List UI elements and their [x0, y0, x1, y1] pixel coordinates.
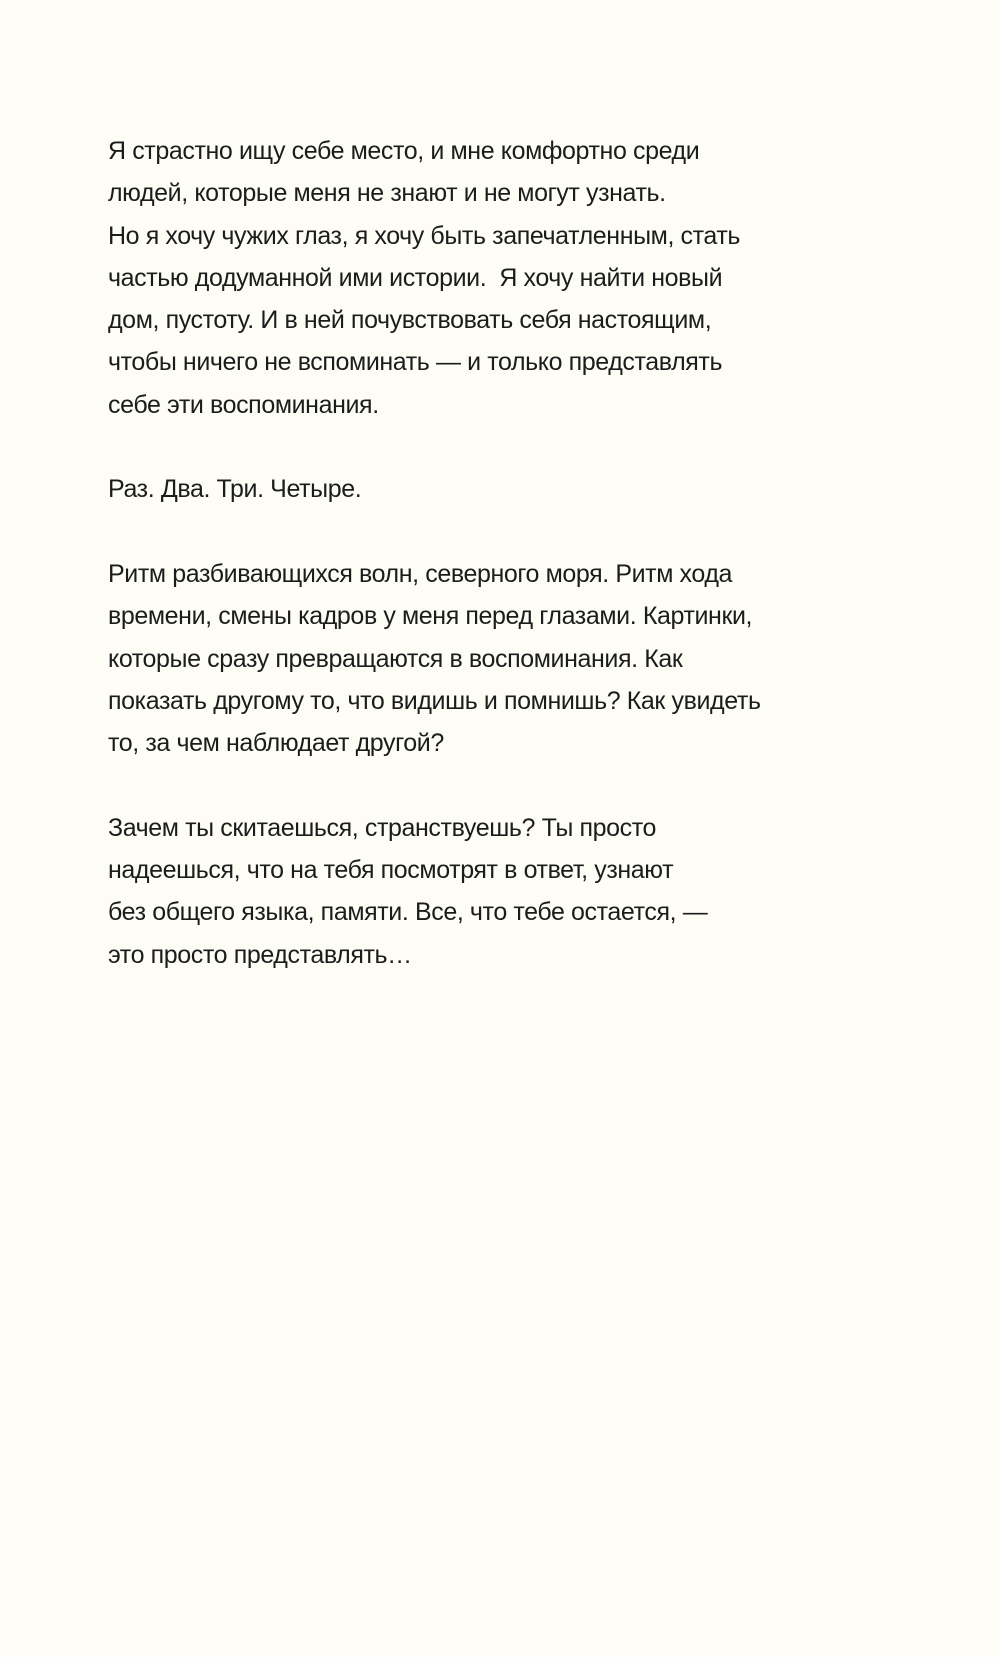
text-line: Я страстно ищу себе место, и мне комфортно среди [108, 137, 700, 165]
text-line: показать другому то, что видишь и помнишь? Как увидеть [108, 686, 761, 715]
text-line: частью додуманной ими истории. Я хочу найти новый [108, 263, 723, 292]
text-line: Ритм разбивающихся волн, северного моря. Ритм хода [108, 559, 733, 588]
text-line: которые сразу превращаются в воспоминания. Как [108, 644, 683, 673]
paragraph-4 [108, 807, 968, 976]
text-line: людей, которые меня не знают и не могут узнать. [108, 179, 666, 208]
paragraph-2 [108, 468, 968, 510]
text-line: себе эти воспоминания. [108, 390, 379, 419]
text-line: времени, смены кадров у меня перед глазами. Картинки, [108, 602, 753, 631]
paragraph-1 [108, 130, 968, 426]
text-line: Раз. Два. Три. Четыре. [108, 475, 362, 504]
text-line: чтобы ничего не вспоминать — и только представлять [108, 348, 723, 377]
text-line: Но я хочу чужих глаз, я хочу быть запечатленным, стать [108, 221, 741, 250]
text-line: то, за чем наблюдает другой? [108, 729, 444, 758]
text-line: Зачем ты скитаешься, странствуешь? Ты просто [108, 813, 656, 842]
text-line: без общего языка, памяти. Все, что тебе остается, — [108, 898, 708, 927]
text-line: это просто представлять… [108, 940, 412, 969]
text-line: надеешься, что на тебя посмотрят в ответ, узнают [108, 856, 674, 885]
paragraph-3 [108, 553, 968, 764]
text-line: дом, пустоту. И в ней почувствовать себя настоящим, [108, 306, 712, 335]
body-text [108, 130, 968, 1018]
